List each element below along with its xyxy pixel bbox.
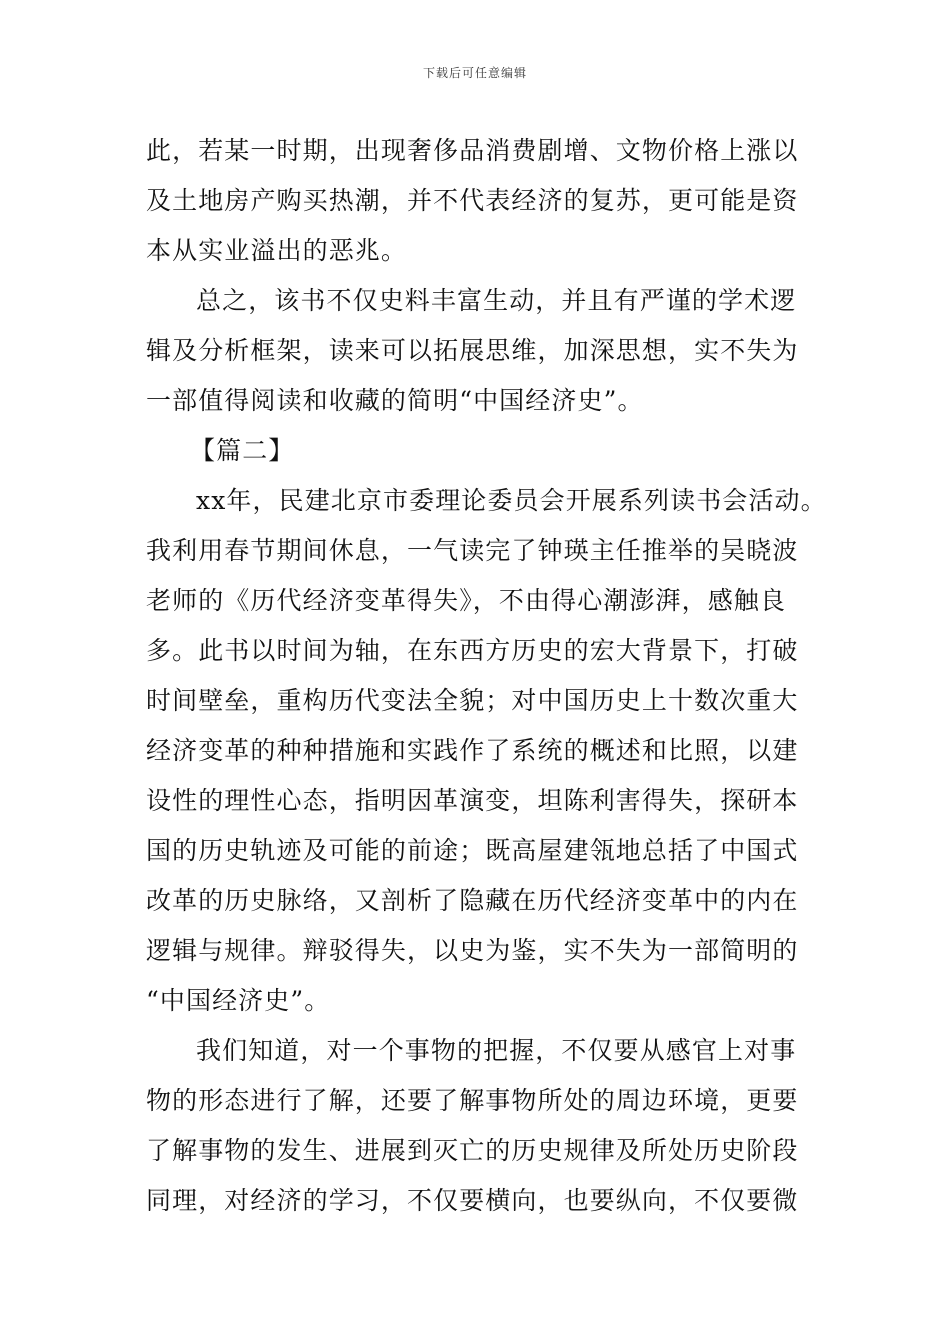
section-heading: 【篇二】	[190, 436, 295, 465]
text-line: 国的历史轨迹及可能的前途；既高屋建瓴地总括了中国式	[146, 836, 799, 865]
text-line: 经济变革的种种措施和实践作了系统的概述和比照，以建	[146, 736, 799, 765]
text-line: 同理，对经济的学习，不仅要横向，也要纵向，不仅要微	[146, 1186, 799, 1215]
paragraph-start: 我们知道，对一个事物的把握，不仅要从感官上对事	[196, 1036, 797, 1065]
text-line: 物的形态进行了解，还要了解事物所处的周边环境，更要	[146, 1086, 799, 1115]
text-line: 此，若某一时期，出现奢侈品消费剧增、文物价格上涨以	[146, 136, 799, 165]
text-line: 一部值得阅读和收藏的简明“中国经济史”。	[146, 386, 644, 415]
text-line: 了解事物的发生、进展到灭亡的历史规律及所处历史阶段	[146, 1136, 799, 1165]
text-line: 设性的理性心态，指明因革演变，坦陈利害得失，探研本	[146, 786, 799, 815]
text-line: 时间壁垒，重构历代变法全貌；对中国历史上十数次重大	[146, 686, 799, 715]
text-line: 逻辑与规律。辩驳得失，以史为鉴，实不失为一部简明的	[146, 936, 799, 965]
text-line: 及土地房产购买热潮，并不代表经济的复苏，更可能是资	[146, 186, 799, 215]
text-line: 辑及分析框架，读来可以拓展思维，加深思想，实不失为	[146, 336, 799, 365]
document-body	[146, 126, 827, 1226]
paragraph-start: xx年，民建北京市委理论委员会开展系列读书会活动。	[196, 486, 827, 515]
text-line: 老师的《历代经济变革得失》，不由得心潮澎湃，感触良	[146, 586, 787, 615]
text-line: 多。此书以时间为轴，在东西方历史的宏大背景下，打破	[146, 636, 799, 665]
text-line: “中国经济史”。	[146, 986, 331, 1015]
text-line: 改革的历史脉络，又剖析了隐藏在历代经济变革中的内在	[146, 886, 799, 915]
page-header: 下载后可任意编辑	[422, 66, 527, 80]
text-line: 我利用春节期间休息，一气读完了钟瑛主任推举的吴晓波	[146, 536, 799, 565]
paragraph-start: 总之，该书不仅史料丰富生动，并且有严谨的学术逻	[196, 286, 797, 315]
text-line: 本从实业溢出的恶兆。	[146, 236, 408, 265]
